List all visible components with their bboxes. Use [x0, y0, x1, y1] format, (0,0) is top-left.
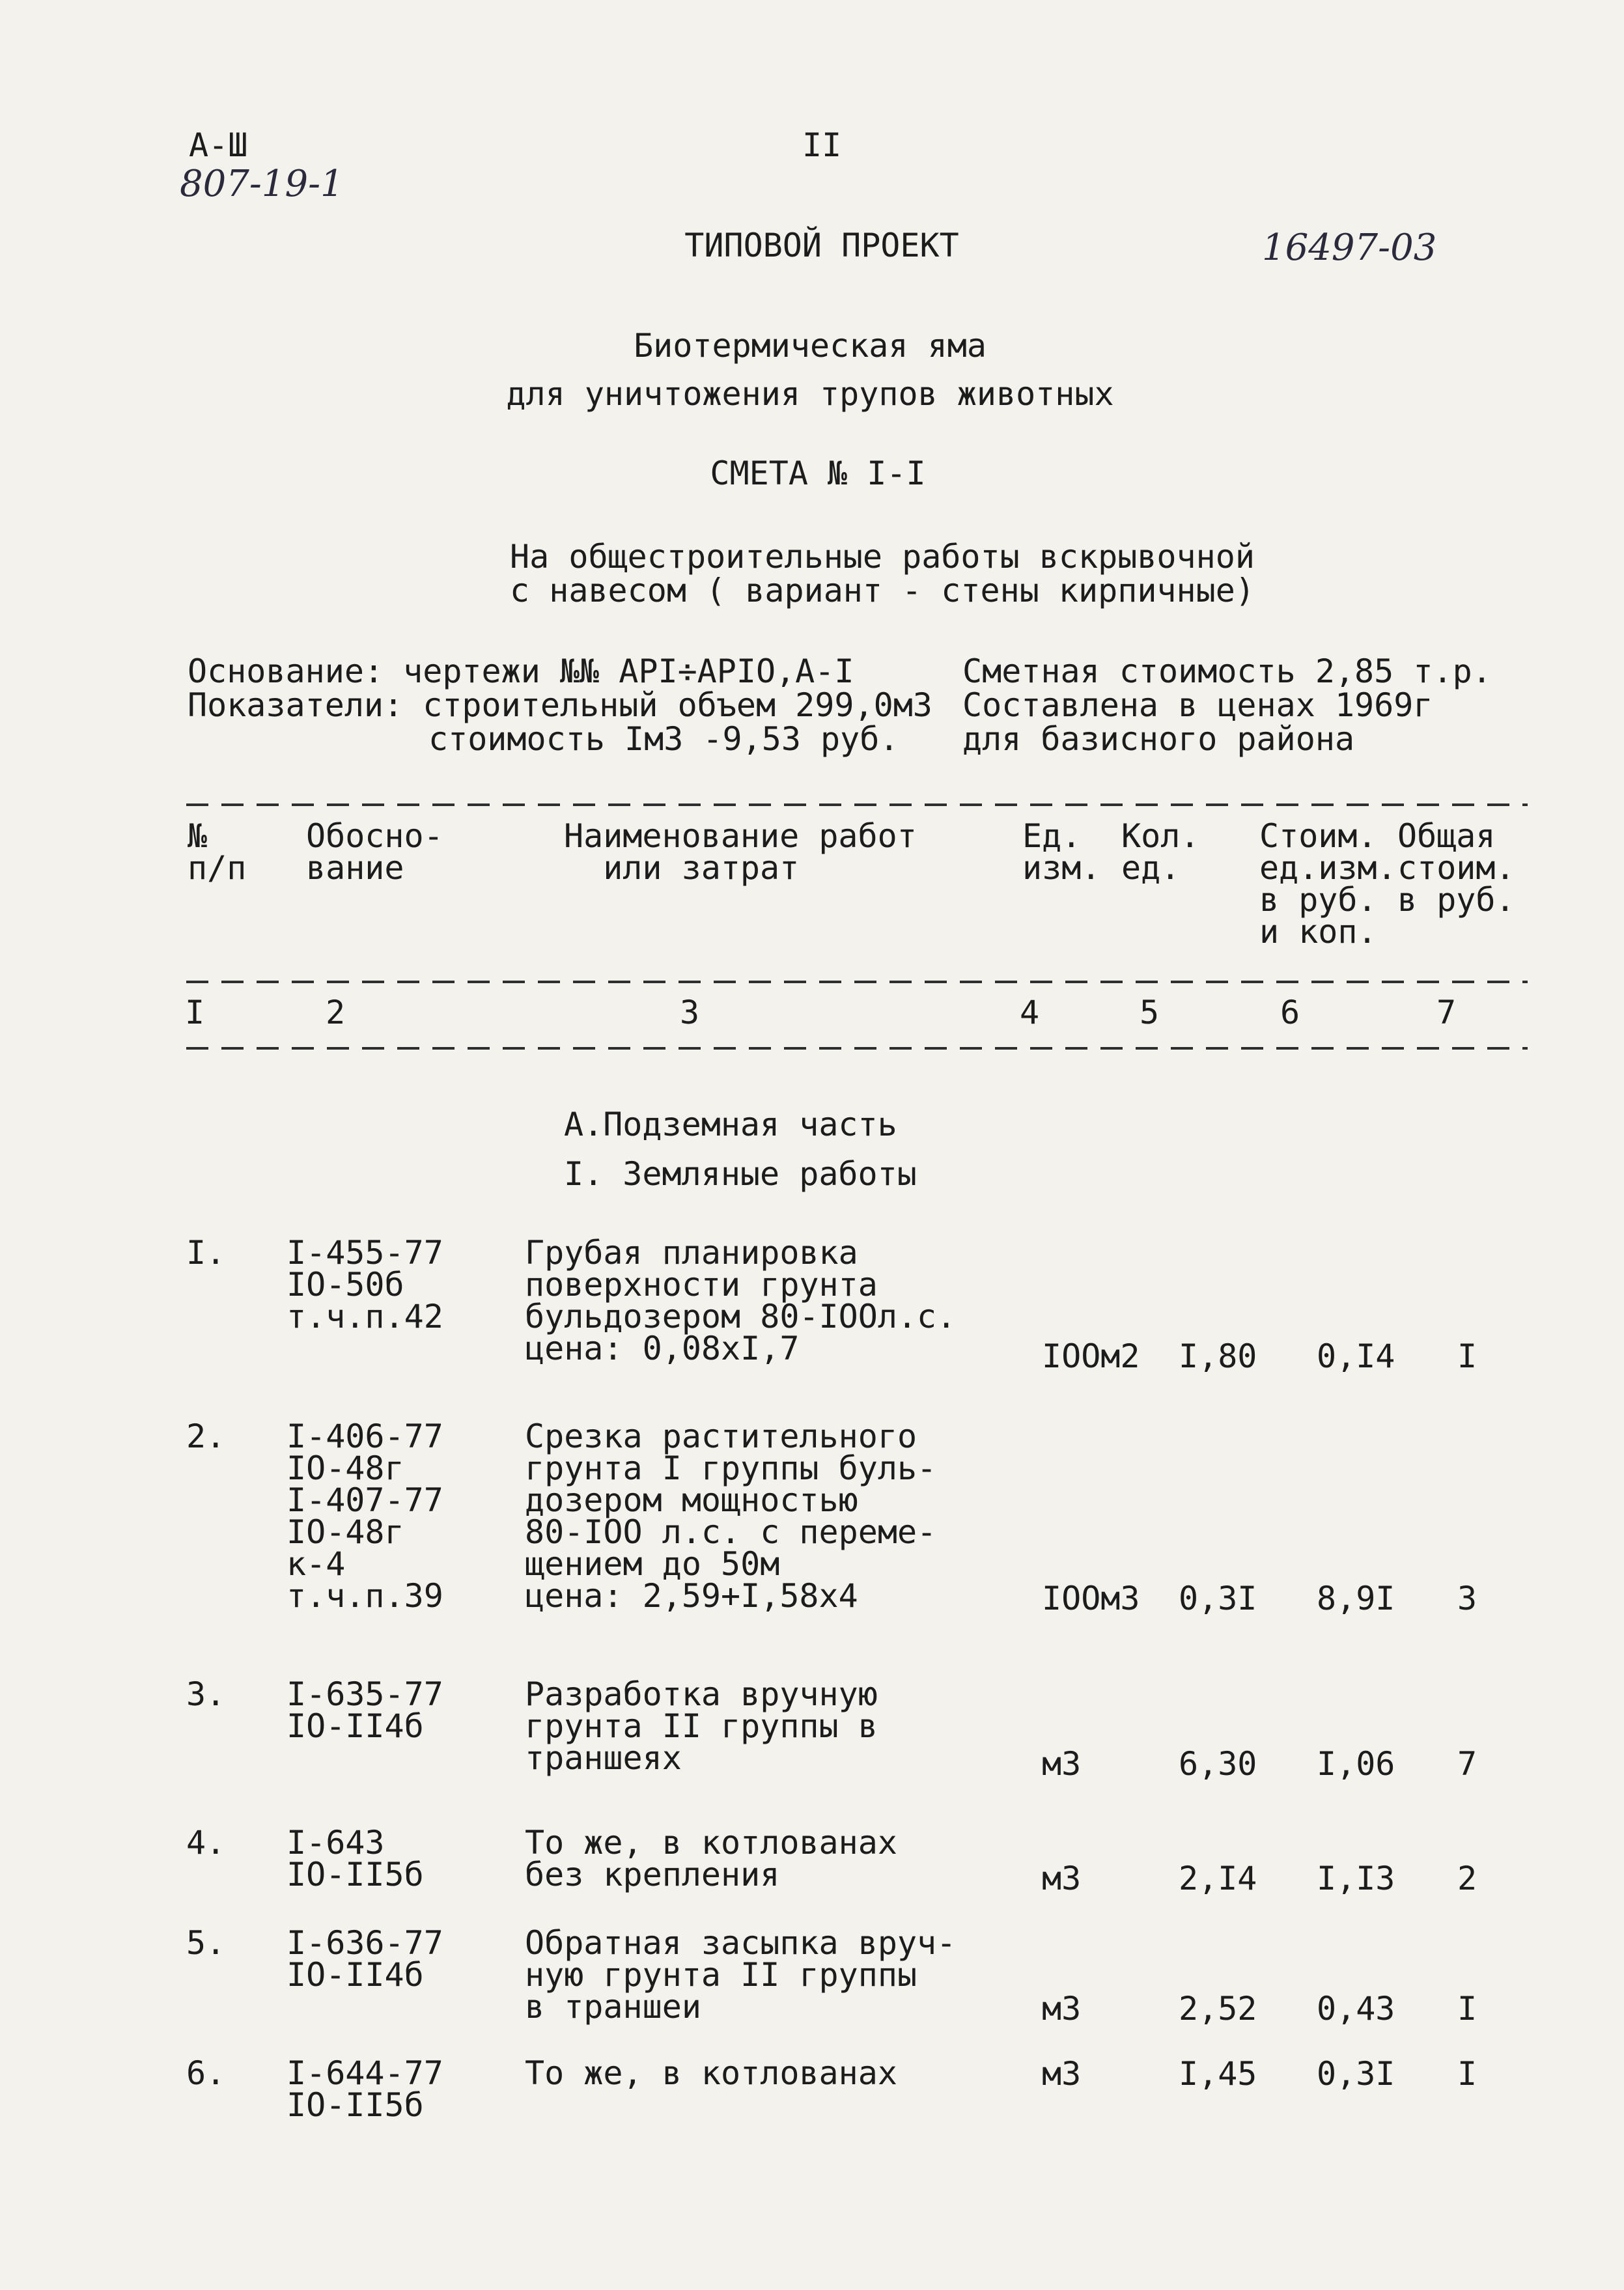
column-number-7: 7: [1436, 994, 1457, 1031]
row-quantity: I,45: [1179, 2055, 1257, 2093]
header-rule-top: [186, 803, 1528, 806]
row-number: 2.: [186, 1417, 226, 1455]
column-header-total: Общая стоим. в руб.: [1397, 817, 1515, 919]
row-basis: I-636-77 IO-II4б: [287, 1924, 443, 1994]
row-total: 7: [1457, 1745, 1477, 1783]
row-quantity: 0,3I: [1179, 1580, 1257, 1617]
row-unit-price: I,I3: [1317, 1860, 1395, 1897]
row-unit: м3: [1042, 1745, 1082, 1783]
row-unit: м3: [1042, 1860, 1082, 1897]
column-number-5: 5: [1140, 994, 1160, 1031]
row-total: I: [1457, 1990, 1477, 2028]
row-number: 6.: [186, 2054, 226, 2092]
estimate-title: СМЕТА № I-I: [710, 454, 926, 492]
row-total: I: [1457, 1337, 1477, 1375]
column-number-6: 6: [1280, 994, 1300, 1031]
column-number-1: I: [185, 994, 205, 1031]
section-subsection-title: I. Земляные работы: [564, 1155, 917, 1193]
row-unit-price: 0,I4: [1317, 1337, 1395, 1375]
scope-line-2: с навесом ( вариант - стены кирпичные): [510, 572, 1255, 609]
row-number: 4.: [186, 1824, 226, 1862]
region-line: для базисного района: [962, 720, 1355, 758]
unit-cost-line: стоимость Iм3 -9,53 руб.: [428, 720, 899, 758]
row-unit-price: 0,3I: [1317, 2055, 1395, 2093]
indicators-line: Показатели: строительный объем 299,0м3: [188, 686, 932, 724]
row-unit: IOOм3: [1042, 1580, 1140, 1617]
row-basis: I-406-77 IO-48г I-407-77 IO-48г к-4 т.ч.п.39: [287, 1417, 443, 1615]
row-unit: м3: [1042, 1990, 1082, 2028]
total-cost-line: Сметная стоимость 2,85 т.р.: [962, 652, 1492, 690]
header-rule-mid: [186, 981, 1528, 983]
row-unit-price: 8,9I: [1317, 1580, 1395, 1617]
subject-line-2: для уничтожения трупов животных: [506, 375, 1114, 413]
header-rule-bottom: [186, 1047, 1528, 1050]
row-work-name: То же, в котлованах: [525, 2054, 897, 2092]
row-work-name: То же, в котлованах без крепления: [525, 1824, 897, 1893]
row-quantity: I,80: [1179, 1337, 1257, 1375]
row-basis: I-643 IO-II5б: [287, 1824, 424, 1893]
row-total: 2: [1457, 1860, 1477, 1897]
row-quantity: 2,I4: [1179, 1860, 1257, 1897]
section-part-title: А.Подземная часть: [564, 1106, 897, 1143]
row-basis: I-635-77 IO-II4б: [287, 1675, 443, 1745]
document-heading: ТИПОВОЙ ПРОЕКТ: [684, 227, 959, 264]
prices-line: Составлена в ценах 1969г: [962, 686, 1433, 724]
row-work-name: Срезка растительного грунта I группы буль- дозером мощностью 80-IOO л.с. с переме- щением до 50м цена: 2,59+I,58х4: [525, 1417, 937, 1615]
row-total: I: [1457, 2055, 1477, 2093]
page-number: II: [802, 126, 842, 164]
basis-line: Основание: чертежи №№ API÷APIO,A-I: [188, 652, 854, 690]
column-number-4: 4: [1020, 994, 1040, 1031]
column-header-unit-price: Стоим. ед.изм. в руб. и коп.: [1259, 817, 1397, 951]
row-unit: IOOм2: [1042, 1337, 1140, 1375]
row-basis: I-644-77 IO-II5б: [287, 2054, 443, 2124]
row-number: 3.: [186, 1675, 226, 1713]
row-quantity: 2,52: [1179, 1990, 1257, 2028]
column-header-unit: Ед. изм.: [1022, 817, 1101, 887]
column-number-3: 3: [680, 994, 700, 1031]
row-unit-price: I,06: [1317, 1745, 1395, 1783]
row-total: 3: [1457, 1580, 1477, 1617]
scope-line-1: На общестроительные работы вскрывочной: [510, 538, 1255, 576]
column-header-basis: Обосно- вание: [306, 817, 443, 887]
column-header-name: Наименование работ или затрат: [564, 817, 917, 887]
row-unit: м3: [1042, 2055, 1082, 2093]
column-header-number: № п/п: [188, 817, 247, 887]
stamp-number: 16497-03: [1262, 227, 1437, 269]
row-work-name: Обратная засыпка вруч- ную грунта II группы в траншеи: [525, 1924, 957, 2026]
row-number: I.: [186, 1234, 226, 1272]
row-basis: I-455-77 IO-50б т.ч.п.42: [287, 1234, 443, 1335]
column-header-quantity: Кол. ед.: [1121, 817, 1200, 887]
row-quantity: 6,30: [1179, 1745, 1257, 1783]
row-number: 5.: [186, 1924, 226, 1962]
subject-line-1: Биотермическая яма: [634, 327, 987, 365]
row-unit-price: 0,43: [1317, 1990, 1395, 2028]
corner-code: А-Ш: [189, 126, 248, 164]
handwritten-number: 807-19-1: [180, 163, 344, 205]
row-work-name: Грубая планировка поверхности грунта бульдозером 80-IOOл.с. цена: 0,08хI,7: [525, 1234, 957, 1367]
row-work-name: Разработка вручную грунта II группы в траншеях: [525, 1675, 878, 1777]
column-number-2: 2: [326, 994, 346, 1031]
